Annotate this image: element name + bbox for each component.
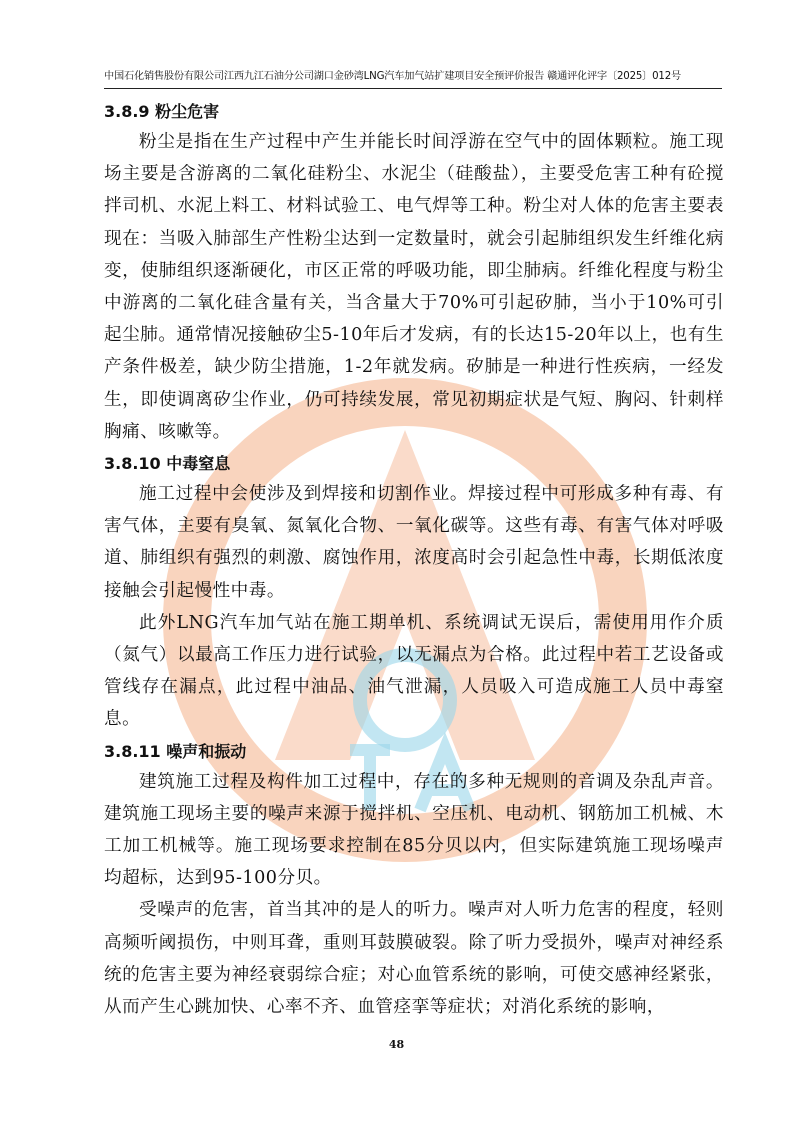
header-rule xyxy=(104,88,722,89)
page-number: 48 xyxy=(388,1038,405,1051)
section-heading-noise: 3.8.11 噪声和振动 xyxy=(104,741,247,761)
page-content xyxy=(104,98,724,1023)
paragraph-poisoning-2: 此外LNG汽车加气站在施工期单机、系统调试无误后，需使用用作介质（氮气）以最高工作压力进行试验，以无漏点为合格。此过程中若工艺设备或管线存在漏点，此过程中油品、油气泄漏，人员吸入可造成施工人员中毒窒息。 xyxy=(104,612,724,730)
page-header: 中国石化销售股份有限公司江西九江石油分公司湖口金砂湾LNG汽车加气站扩建项目安全预评价报告 赣通评化评字〔2025〕012号 xyxy=(104,71,681,82)
section-heading-poisoning: 3.8.10 中毒窒息 xyxy=(104,454,231,474)
paragraph-dust: 粉尘是指在生产过程中产生并能长时间浮游在空气中的固体颗粒。施工现场主要是含游离的二氧化硅粉尘、水泥尘（硅酸盐），主要受危害工种有砼搅拌司机、水泥上料工、材料试验工、电气焊等工种。粉尘对人体的危害主要表现在：当吸入肺部生产性粉尘达到一定数量时，就会引起肺组织发生纤维化病变，使肺组织逐渐硬化，市区正常的呼吸功能，即尘肺病。纤维化程度与粉尘中游离的二氧化硅含量有关，当含量大于70%可引起矽肺，当小于10%可引起尘肺。通常情况接触矽尘5-10年后才发病，有的长达15-20年以上，也有生产条件极差，缺少防尘措施，1-2年就发病。矽肺是一种进行性疾病，一经发生，即使调离矽尘作业，仍可持续发展，常见初期症状是气短、胸闷、针刺样胸痛、咳嗽等。 xyxy=(104,132,724,442)
paragraph-poisoning-1: 施工过程中会使涉及到焊接和切割作业。焊接过程中可形成多种有毒、有害气体，主要有臭氧、氮氧化合物、一氧化碳等。这些有毒、有害气体对呼吸道、肺组织有强烈的刺激、腐蚀作用，浓度高时会引起急性中毒，长期低浓度接触会引起慢性中毒。 xyxy=(104,484,724,601)
paragraph-noise-1: 建筑施工过程及构件加工过程中，存在的多种无规则的音调及杂乱声音。建筑施工现场主要的噪声来源于搅拌机、空压机、电动机、钢筋加工机械、木工加工机械等。施工现场要求控制在85分贝以内，但实际建筑施工现场噪声均超标，达到95-100分贝。 xyxy=(104,771,724,889)
section-heading-dust: 3.8.9 粉尘危害 xyxy=(104,102,220,121)
paragraph-noise-2: 受噪声的危害，首当其冲的是人的听力。噪声对人听力危害的程度，轻则高频听阈损伤，中则耳聋，重则耳鼓膜破裂。除了听力受损外，噪声对神经系统的危害主要为神经衰弱综合症；对心血管系统的影响，可使交感神经紧张，从而产生心跳加快、心率不齐、血管痉挛等症状；对消化系统的影响， xyxy=(104,900,724,1018)
